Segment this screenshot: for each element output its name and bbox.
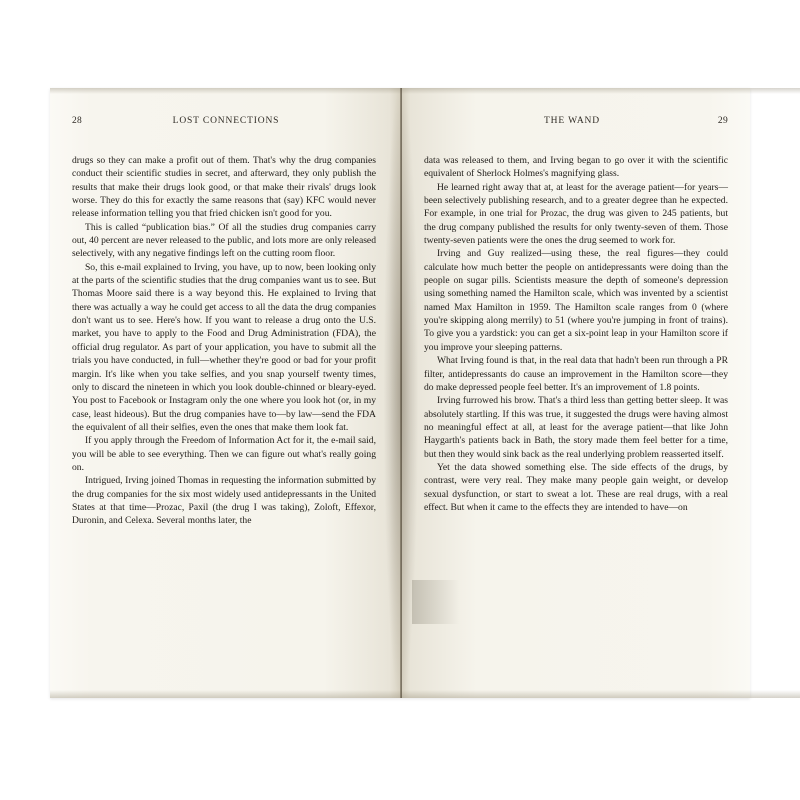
paragraph: So, this e-mail explained to Irving, you have, up to now, been looking only at the parts of the scientific studies that the drug companies want us to see. But Thomas Moore said there is a way beyond this. He explained to Irving that there was actually a way he could get access to all the data the drug companies don't want us to see. Here's how. If you want to release a drug onto the U.S. market, you have to apply to the Food and Drug Administration (FDA), the official drug regulator. As part of your application, you have to submit all the trials you have conducted, in full—whether they're good or bad for your profit margin. It's like when you take selfies, and you snap yourself twenty times, only to discard the nineteen in which you look double-chinned or bleary-eyed. You post to Facebook or Instagram only the one where you look hot (or, in my case, least hideous). But the drug companies have to—by law—send the FDA the equivalent of all their selfies, even the ones that make them look fat.	[72, 261, 376, 433]
page-number-left: 28	[72, 116, 83, 126]
page-number-right: 29	[717, 116, 728, 126]
paragraph: What Irving found is that, in the real data that hadn't been run through a PR filter, antidepressants do cause an improvement in the Hamilton score—they do make depressed people feel better. It's an improvement of 1.8 points.	[424, 355, 728, 393]
left-page-body	[72, 154, 376, 528]
paragraph: Irving furrowed his brow. That's a third less than getting better sleep. It was absolutely startling. If this was true, it suggested the drugs were having almost no meaningful effect at all, at least for the average patient—that like John Haygarth's patients back in Bath, the story made them feel better for a time, but then they would sink back as the real underlying problem reasserted itself.	[424, 395, 728, 460]
paragraph: He learned right away that at, at least for the average patient—for years—been selectively publishing research, and to a greater degree than he expected. For example, in one trial for Prozac, the drug was given to 245 patients, but the drug company published the results for only twenty-seven of them. Those twenty-seven patients were the ones the drug seemed to work for.	[424, 181, 728, 247]
right-page-body	[424, 154, 728, 514]
page-edge-highlight-top	[400, 88, 800, 94]
page-shadow-smudge	[412, 580, 468, 624]
book-gutter	[400, 88, 402, 698]
right-page-header	[424, 116, 728, 128]
paragraph: If you apply through the Freedom of Information Act for it, the e-mail said, you will be able to see everything. Then we can figure out what's really going on.	[72, 435, 376, 473]
paragraph: Intrigued, Irving joined Thomas in requesting the information submitted by the drug companies for the six most widely used antidepressants in the United States at that time—Prozac, Paxil (the drug I was taking), Zoloft, Effexor, Duronin, and Celexa. Several months later, the	[72, 475, 376, 527]
left-page-header	[72, 116, 376, 128]
paragraph: data was released to them, and Irving began to go over it with the scientific equivalent of Sherlock Holmes's magnifying glass.	[424, 155, 728, 180]
paragraph: Irving and Guy realized—using these, the real figures—they could calculate how much better the people on antidepressants were doing than the people on sugar pills. Scientists measure the depth of someone's depression using something named the Hamilton scale, which was invented by a scientist named Max Hamilton in 1959. The Hamilton scale ranges from 0 (where you're skipping along merrily) to 51 (where you're jumping in front of trains). To give you a yardstick: you can get a six-point leap in your Hamilton score if you improve your sleeping patterns.	[424, 248, 728, 353]
open-book	[50, 88, 750, 698]
page-edge-highlight-bottom	[400, 690, 800, 698]
right-page	[400, 88, 750, 698]
paragraph: drugs so they can make a profit out of them. That's why the drug companies conduct their scientific studies in secret, and afterward, they only publish the results that make their drugs look good, or that make their rivals' drugs look worse. They do this for exactly the same reasons that (say) KFC would never release information telling you that fried chicken isn't good for you.	[72, 155, 376, 220]
paragraph: Yet the data showed something else. The side effects of the drugs, by contrast, were very real. They make many people gain weight, or develop sexual dysfunction, or start to sweat a lot. These are real drugs, with a real effect. But when it came to the effects they are intended to have—on	[424, 461, 728, 513]
running-head-left: LOST CONNECTIONS	[172, 116, 280, 126]
running-head-right: THE WAND	[543, 116, 600, 126]
left-page	[50, 88, 400, 698]
paragraph: This is called “publication bias.” Of all the studies drug companies carry out, 40 percent are never released to the public, and lots more are only released selectively, with any negative findings left on the cutting room floor.	[72, 221, 376, 260]
